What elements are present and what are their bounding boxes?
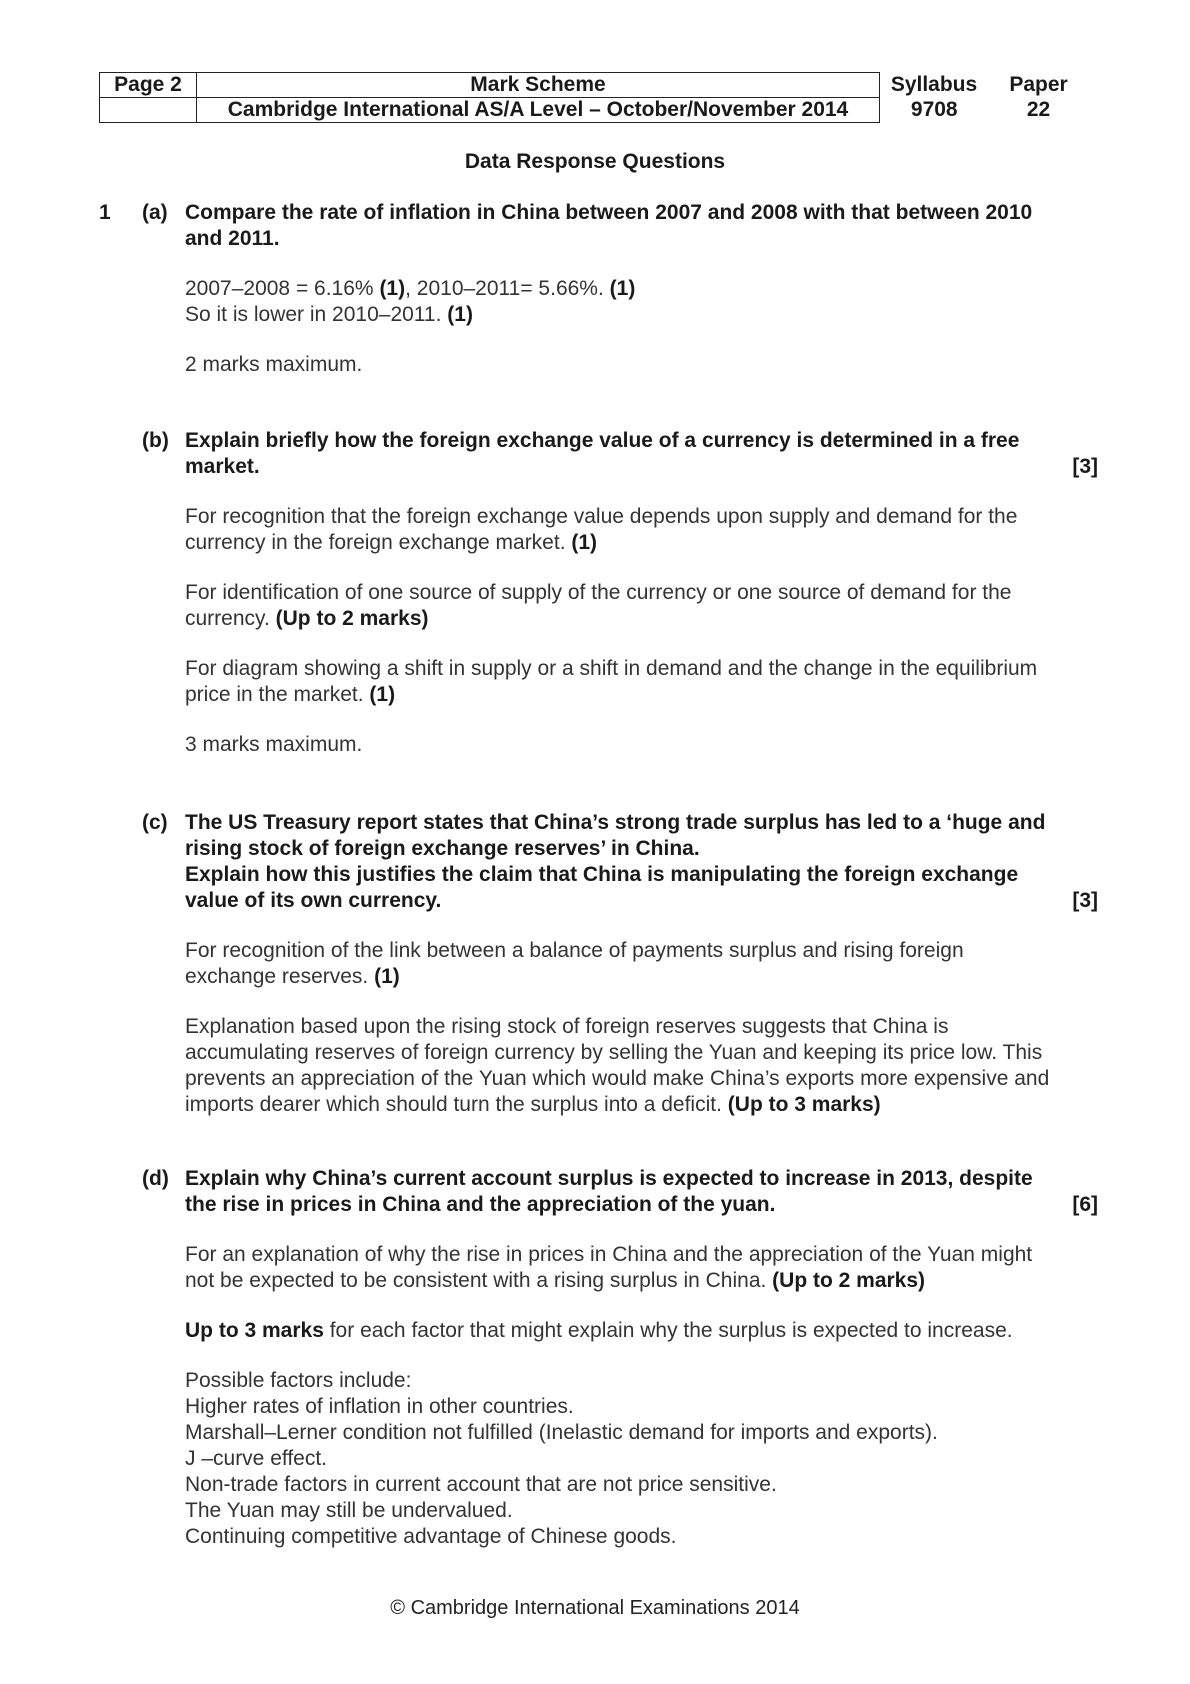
part-a-question-line-2: and 2011. — [185, 227, 280, 250]
part-d-question-line-2: the rise in prices in China and the appreciation of the yuan. [6] — [185, 1193, 1098, 1216]
part-b — [185, 428, 1098, 758]
header-title: Mark Scheme — [197, 73, 880, 98]
part-a-answer-line-2: So it is lower in 2010–2011. (1) — [185, 303, 473, 326]
factor-item: Non-trade factors in current account that are not price sensitive. — [185, 1473, 777, 1496]
question-number: 1 — [99, 201, 111, 224]
part-b-max: 3 marks maximum. — [185, 733, 363, 756]
part-c-answer-1-line-2: exchange reserves. (1) — [185, 965, 400, 988]
header-table — [99, 72, 1089, 123]
factors-intro: Possible factors include: — [185, 1369, 412, 1392]
part-c-question-line-2: rising stock of foreign exchange reserves’ in China. — [185, 837, 700, 860]
part-d-question-line-1: Explain why China’s current account surplus is expected to increase in 2013, despite — [185, 1167, 1033, 1190]
part-b-answer-2-line-2: currency. (Up to 2 marks) — [185, 607, 429, 630]
part-b-label: (b) — [142, 429, 169, 452]
footer-copyright: © Cambridge International Examinations 2014 — [390, 1597, 800, 1619]
part-b-answer-1-line-2: currency in the foreign exchange market. (1) — [185, 531, 598, 554]
factor-item: Higher rates of inflation in other countries. — [185, 1395, 574, 1418]
part-c-question-line-3: Explain how this justifies the claim that China is manipulating the foreign exchange — [185, 863, 1019, 886]
header-subtitle: Cambridge International AS/A Level – October/November 2014 — [197, 98, 880, 123]
part-c-answer-2-line-3: prevents an appreciation of the Yuan which would make China’s exports more expensive and — [185, 1067, 1050, 1090]
section-title: Data Response Questions — [464, 150, 726, 173]
part-d-answer-1-line-2: not be expected to be consistent with a rising surplus in China. (Up to 2 marks) — [185, 1269, 926, 1292]
page-number-blank — [100, 98, 197, 123]
factor-item: The Yuan may still be undervalued. — [185, 1499, 513, 1522]
part-b-answer-3-line-2: price in the market. (1) — [185, 683, 396, 706]
syllabus-code: 9708 — [910, 98, 958, 121]
factor-item: Continuing competitive advantage of Chinese goods. — [185, 1525, 677, 1548]
part-c-question-line-1: The US Treasury report states that China’s strong trade surplus has led to a ‘huge and — [185, 811, 1046, 834]
part-a-answer-line-1: 2007–2008 = 6.16% (1), 2010–2011= 5.66%. (1) — [185, 277, 636, 300]
part-c-question-line-4: value of its own currency. [3] — [185, 889, 1098, 912]
part-b-question-line-2: market. [3] — [185, 455, 1098, 478]
part-d — [185, 1166, 1098, 1550]
part-c-answer-2-line-4: imports dearer which should turn the surplus into a deficit. (Up to 3 marks) — [185, 1093, 881, 1116]
part-b-marks: [3] — [1072, 455, 1098, 478]
part-d-answer-2: Up to 3 marks for each factor that might explain why the surplus is expected to increase. — [185, 1319, 1013, 1342]
part-c-answer-2-line-2: accumulating reserves of foreign currency by selling the Yuan and keeping its price low. This — [185, 1041, 1043, 1064]
part-d-answer-1-line-1: For an explanation of why the rise in prices in China and the appreciation of the Yuan might — [185, 1243, 1033, 1266]
paper-label: Paper — [1009, 73, 1068, 96]
part-c-marks: [3] — [1072, 889, 1098, 912]
page-number: Page 2 — [100, 73, 197, 98]
part-c-answer-2-line-1: Explanation based upon the rising stock of foreign reserves suggests that China is — [185, 1015, 949, 1038]
part-b-question-line-1: Explain briefly how the foreign exchange value of a currency is determined in a free — [185, 429, 1020, 452]
part-a — [185, 200, 1098, 378]
factor-item: J –curve effect. — [185, 1447, 328, 1470]
factor-item: Marshall–Lerner condition not fulfilled (Inelastic demand for imports and exports). — [185, 1421, 938, 1444]
part-a-question-line-1: Compare the rate of inflation in China between 2007 and 2008 with that between 2010 — [185, 201, 1033, 224]
part-b-answer-1-line-1: For recognition that the foreign exchange value depends upon supply and demand for the — [185, 505, 1018, 528]
part-d-marks: [6] — [1072, 1193, 1098, 1216]
paper-code: 22 — [1026, 98, 1051, 121]
part-b-answer-3-line-1: For diagram showing a shift in supply or a shift in demand and the change in the equilibrium — [185, 657, 1038, 680]
part-c — [185, 810, 1098, 1118]
syllabus-label: Syllabus — [890, 73, 978, 96]
part-a-max: 2 marks maximum. — [185, 353, 363, 376]
part-c-label: (c) — [142, 811, 168, 834]
part-a-label: (a) — [142, 201, 168, 224]
part-b-answer-2-line-1: For identification of one source of supply of the currency or one source of demand for the — [185, 581, 1012, 604]
part-c-answer-1-line-1: For recognition of the link between a balance of payments surplus and rising foreign — [185, 939, 964, 962]
part-d-label: (d) — [142, 1167, 169, 1190]
